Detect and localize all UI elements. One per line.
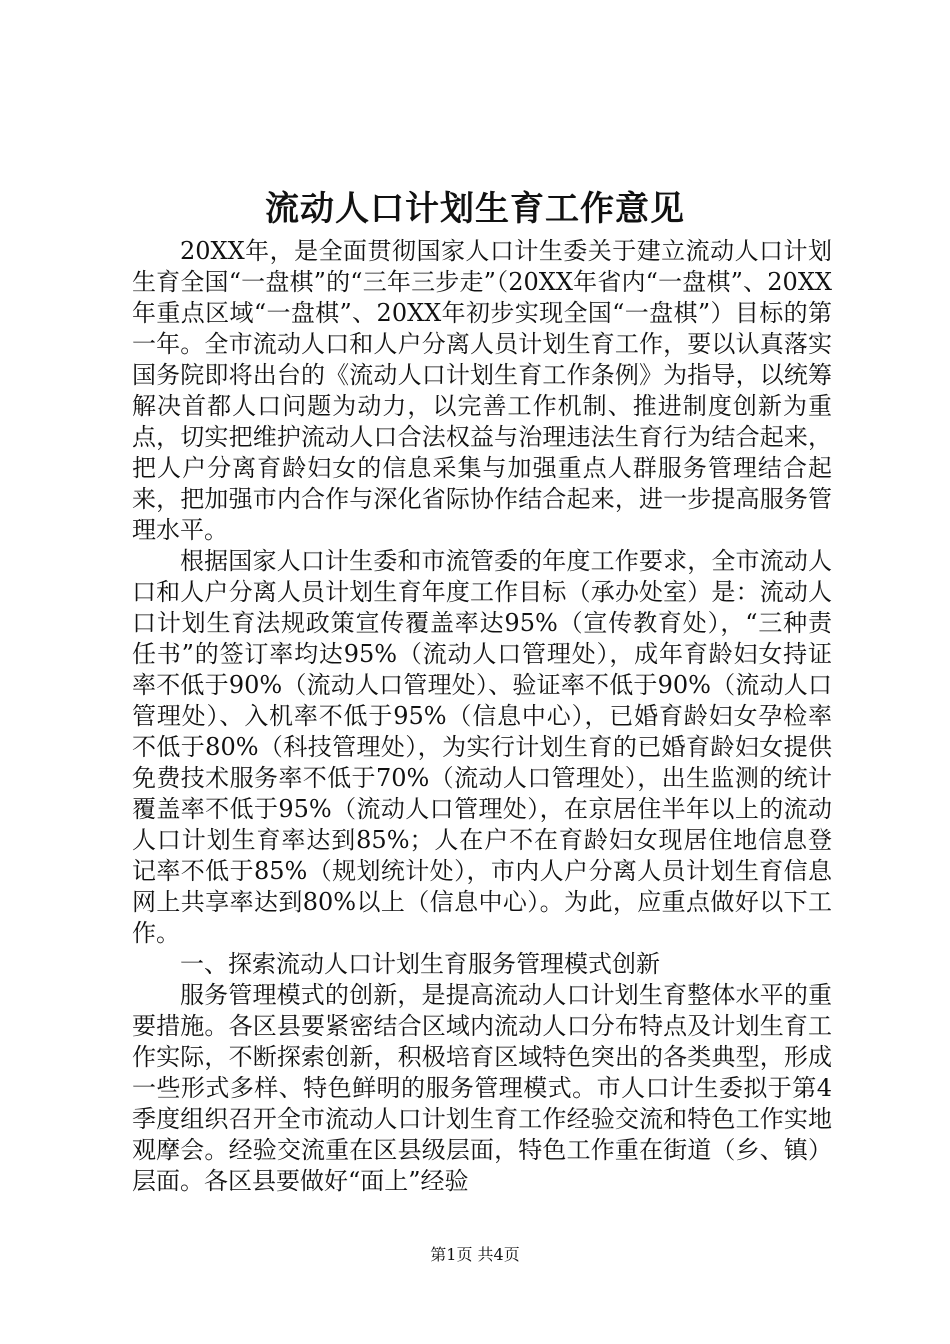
- document-title: 流动人口计划生育工作意见: [265, 189, 685, 229]
- section-heading-1: 一、探索流动人口计划生育服务管理模式创新: [180, 950, 660, 978]
- page-number-footer: 第1页 共4页: [430, 1245, 520, 1264]
- paragraph-section-1: 服务管理模式的创新，是提高流动人口计划生育整体水平的重要措施。各区县要紧密结合区域内流动人口分布特点及计划生育工作实际，不断探索创新，积极培育区域特色突出的各类典型，形成一些形式多样、特色鲜明的服务管理模式。市人口计生委拟于第4季度组织召开全市流动人口计划生育工作经验交流和特色工作实地观摩会。经验交流重在区县级层面，特色工作重在街道（乡、镇）层面。各区县要做好“面上”经验: [132, 981, 832, 1195]
- paragraph-targets: 根据国家人口计生委和市流管委的年度工作要求，全市流动人口和人户分离人员计划生育年度工作目标（承办处室）是：流动人口计划生育法规政策宣传覆盖率达95%（宣传教育处），“三种责任书”的签订率均达95%（流动人口管理处），成年育龄妇女持证率不低于90%（流动人口管理处）、验证率不低于90%（流动人口管理处）、入机率不低于95%（信息中心），已婚育龄妇女孕检率不低于80%（科技管理处），为实行计划生育的已婚育龄妇女提供免费技术服务率不低于70%（流动人口管理处），出生监测的统计覆盖率不低于95%（流动人口管理处），在京居住半年以上的流动人口计划生育率达到85%；人在户不在育龄妇女现居住地信息登记率不低于85%（规划统计处），市内人户分离人员计划生育信息网上共享率达到80%以上（信息中心）。为此，应重点做好以下工作。: [132, 547, 832, 947]
- paragraph-intro: 20XX年，是全面贯彻国家人口计生委关于建立流动人口计划生育全国“一盘棋”的“三年三步走”（20XX年省内“一盘棋”、20XX年重点区域“一盘棋”、20XX年初步实现全国“一盘棋”）目标的第一年。全市流动人口和人户分离人员计划生育工作，要以认真落实国务院即将出台的《流动人口计划生育工作条例》为指导，以统筹解决首都人口问题为动力，以完善工作机制、推进制度创新为重点，切实把维护流动人口合法权益与治理违法生育行为结合起来，把人户分离育龄妇女的信息采集与加强重点人群服务管理结合起来，把加强市内合作与深化省际协作结合起来，进一步提高服务管理水平。: [132, 237, 832, 544]
- document-body: [132, 236, 832, 1197]
